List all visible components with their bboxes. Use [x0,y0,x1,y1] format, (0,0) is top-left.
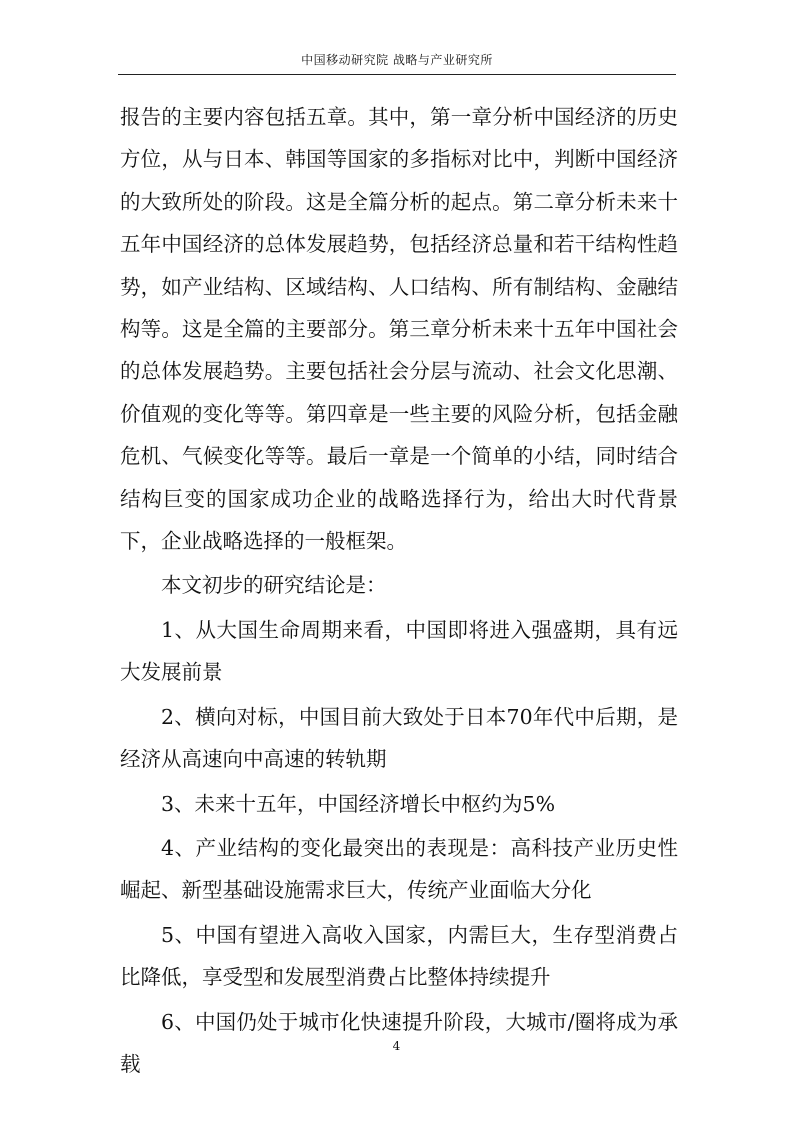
conclusion-item-4: 4、产业结构的变化最突出的表现是：高科技产业历史性崛起、新型基础设施需求巨大，传统产业面临大分化 [120,835,678,903]
intro-paragraph: 报告的主要内容包括五章。其中，第一章分析中国经济的历史方位，从与日本、韩国等国家的多指标对比中，判断中国经济的大致所处的阶段。这是全篇分析的起点。第二章分析未来十五年中国经济的总体发展趋势，包括经济总量和若干结构性趋势，如产业结构、区域结构、人口结构、所有制结构、金融结构等。这是全篇的主要部分。第三章分析未来十五年中国社会的总体发展趋势。主要包括社会分层与流动、社会文化思潮、价值观的变化等等。第四章是一些主要的风险分析，包括金融危机、气候变化等等。最后一章是一个简单的小结，同时结合结构巨变的国家成功企业的战略选择行为，给出大时代背景下，企业战略选择的一般框架。 [120,105,678,554]
header-divider [118,74,676,75]
document-body [120,96,678,1087]
conclusion-heading: 本文初步的研究结论是： [161,573,387,598]
conclusion-item-1: 1、从大国生命周期来看，中国即将进入强盛期，具有远大发展前景 [120,617,678,685]
conclusion-item-3: 3、未来十五年，中国经济增长中枢约为5% [161,791,556,816]
conclusion-item-2: 2、横向对标，中国目前大致处于日本70年代中后期，是经济从高速向中高速的转轨期 [120,704,678,772]
conclusion-item-6: 6、中国仍处于城市化快速提升阶段，大城市/圈将成为承载 [120,1009,678,1076]
conclusion-item-5: 5、中国有望进入高收入国家，内需巨大，生存型消费占比降低，享受型和发展型消费占比整体持续提升 [120,922,678,990]
page-header: 中国移动研究院 战略与产业研究所 [301,53,493,67]
page-number: 4 [392,1039,401,1053]
